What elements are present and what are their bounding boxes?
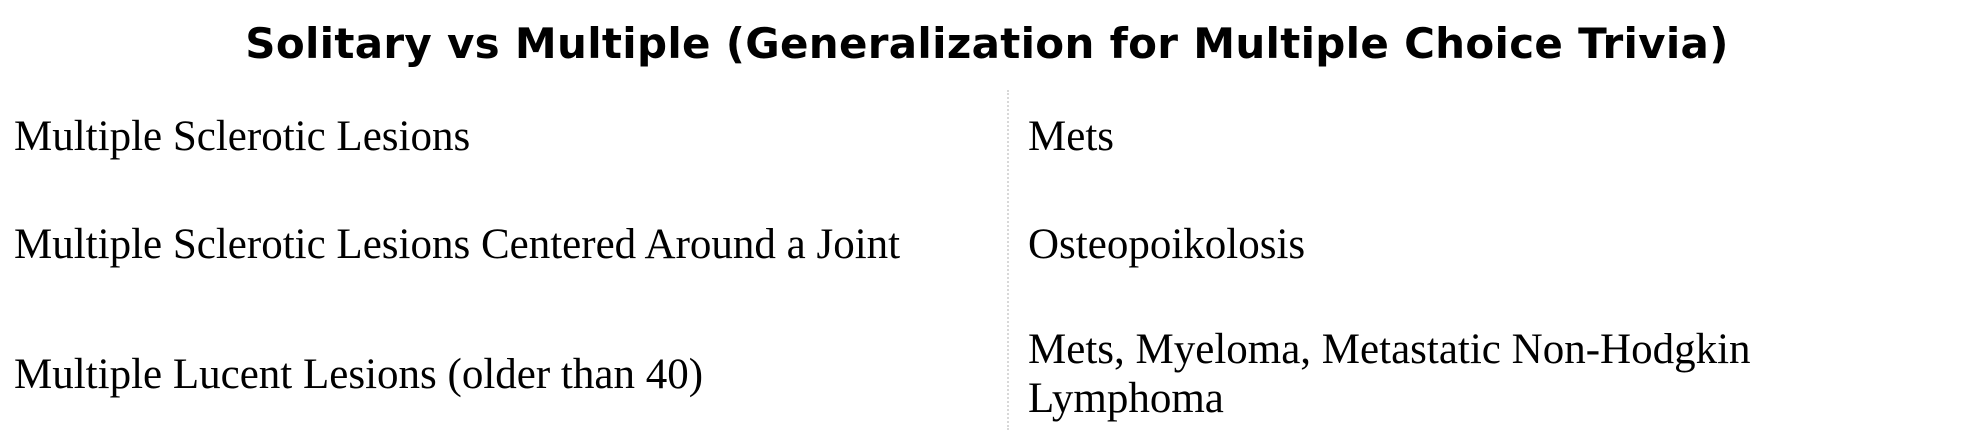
table-row-3-diagnosis: Mets, Myeloma, Metastatic Non-Hodgkin Lymphoma [1028,326,1751,422]
page-title: Solitary vs Multiple (Generalization for Multiple Choice Trivia) [245,19,1729,68]
column-divider [1007,90,1009,430]
table-row-2-diagnosis: Osteopoikolosis [1028,220,1306,268]
table-row-2-finding: Multiple Sclerotic Lesions Centered Around a Joint [14,220,901,268]
table-row-1-finding: Multiple Sclerotic Lesions [14,112,471,160]
table-row-1-diagnosis: Mets [1028,112,1114,160]
table-row-3-finding: Multiple Lucent Lesions (older than 40) [14,350,704,398]
